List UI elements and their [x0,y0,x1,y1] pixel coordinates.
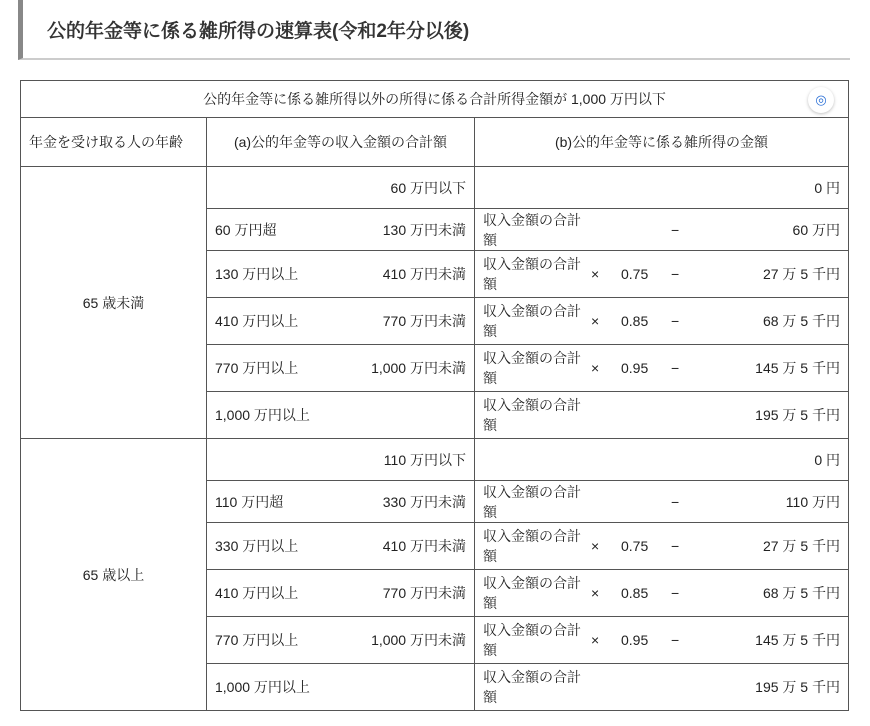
page-title: 公的年金等に係る雑所得の速算表(令和2年分以後) [47,21,470,42]
income-range-cell [207,523,475,570]
income-range-cell [207,617,475,664]
formula-cell [475,664,849,711]
income-range-cell [207,345,475,392]
range-from: 330 万円以上 [215,538,299,554]
income-range-cell [207,209,475,251]
formula-minus: − [671,313,680,329]
formula-rate: 0.95 [621,360,649,376]
range-to: 1,000 万円未満 [371,360,466,376]
formula-cell [475,481,849,523]
header-b: (b)公的年金等に係る雑所得の金額 [475,118,849,167]
formula-base: 収入金額の合計額 [483,483,581,520]
formula-cell [475,617,849,664]
formula-base: 収入金額の合計額 [483,303,581,339]
formula-amount: 27 万 5 千円 [762,538,840,554]
formula-base: 収入金額の合計額 [483,528,581,564]
formula-rate: 0.85 [621,585,649,601]
formula-base: 収入金額の合計額 [483,669,581,705]
income-range-cell [207,439,475,481]
formula-amount: 145 万 5 千円 [755,360,840,376]
formula-cell [475,298,849,345]
formula-amount: 68 万 5 千円 [762,313,840,329]
range-to: 410 万円未満 [382,266,466,282]
formula-minus: − [671,266,680,282]
formula-cell [475,345,849,392]
formula-amount: 110 万円 [785,493,840,510]
range-from: 110 万円超 [215,493,284,510]
formula-minus: − [671,585,680,601]
formula-amount: 0 円 [814,451,840,468]
table-row [21,439,849,481]
age-cell: 65 歳未満 [21,167,207,439]
range-from: 60 万円超 [215,221,277,238]
formula-amount: 195 万 5 千円 [755,679,840,695]
formula-minus: − [671,493,680,510]
formula-cell [475,167,849,209]
formula-minus: − [671,538,680,554]
formula-cell [475,523,849,570]
formula-base: 収入金額の合計額 [483,575,581,611]
formula-amount: 145 万 5 千円 [755,632,840,648]
formula-op: × [591,266,600,282]
formula-cell [475,251,849,298]
formula-minus: − [671,221,680,238]
income-range-cell [207,570,475,617]
range-to: 60 万円以下 [390,179,466,196]
range-from: 130 万円以上 [215,266,299,282]
income-range-cell [207,298,475,345]
formula-base: 収入金額の合計額 [483,256,581,292]
income-range-cell [207,664,475,711]
range-from: 410 万円以上 [215,313,299,329]
caption-text: 公的年金等に係る雑所得以外の所得に係る合計所得金額が 1,000 万円以下 [203,91,666,107]
formula-cell [475,570,849,617]
income-range-cell [207,481,475,523]
range-to: 330 万円未満 [382,493,466,510]
formula-amount: 0 円 [814,179,840,196]
quick-calc-table [20,80,849,711]
formula-base: 収入金額の合計額 [483,622,581,658]
range-to: 110 万円以下 [383,451,466,468]
formula-base: 収入金額の合計額 [483,350,581,386]
range-to: 770 万円未満 [382,313,466,329]
header-a: (a)公的年金等の収入金額の合計額 [207,118,475,167]
formula-cell [475,439,849,481]
income-range-cell [207,251,475,298]
formula-base: 収入金額の合計額 [483,397,581,433]
table-caption [21,81,849,118]
formula-op: × [591,632,600,648]
formula-op: × [591,538,600,554]
formula-minus: − [671,360,680,376]
range-from: 770 万円以上 [215,360,299,376]
formula-amount: 68 万 5 千円 [762,585,840,601]
formula-cell [475,209,849,251]
range-from: 1,000 万円以上 [215,679,310,695]
age-cell: 65 歳以上 [21,439,207,711]
formula-amount: 60 万円 [792,221,840,238]
lens-scan-icon[interactable]: ◎ [808,87,834,113]
range-to: 410 万円未満 [382,538,466,554]
formula-base: 収入金額の合計額 [483,211,581,248]
range-to: 130 万円未満 [382,221,466,238]
income-range-cell [207,392,475,439]
income-range-cell [207,167,475,209]
range-from: 770 万円以上 [215,632,299,648]
header-age: 年金を受け取る人の年齢 [21,118,207,167]
formula-op: × [591,585,600,601]
table-row [21,167,849,209]
range-from: 1,000 万円以上 [215,407,310,423]
formula-rate: 0.95 [621,632,649,648]
formula-minus: − [671,632,680,648]
formula-rate: 0.75 [621,538,649,554]
formula-amount: 195 万 5 千円 [755,407,840,423]
formula-op: × [591,360,600,376]
range-to: 770 万円未満 [382,585,466,601]
formula-rate: 0.85 [621,313,649,329]
formula-rate: 0.75 [621,266,649,282]
formula-op: × [591,313,600,329]
range-to: 1,000 万円未満 [371,632,466,648]
section-heading [18,0,850,60]
formula-cell [475,392,849,439]
range-from: 410 万円以上 [215,585,299,601]
formula-amount: 27 万 5 千円 [762,266,840,282]
